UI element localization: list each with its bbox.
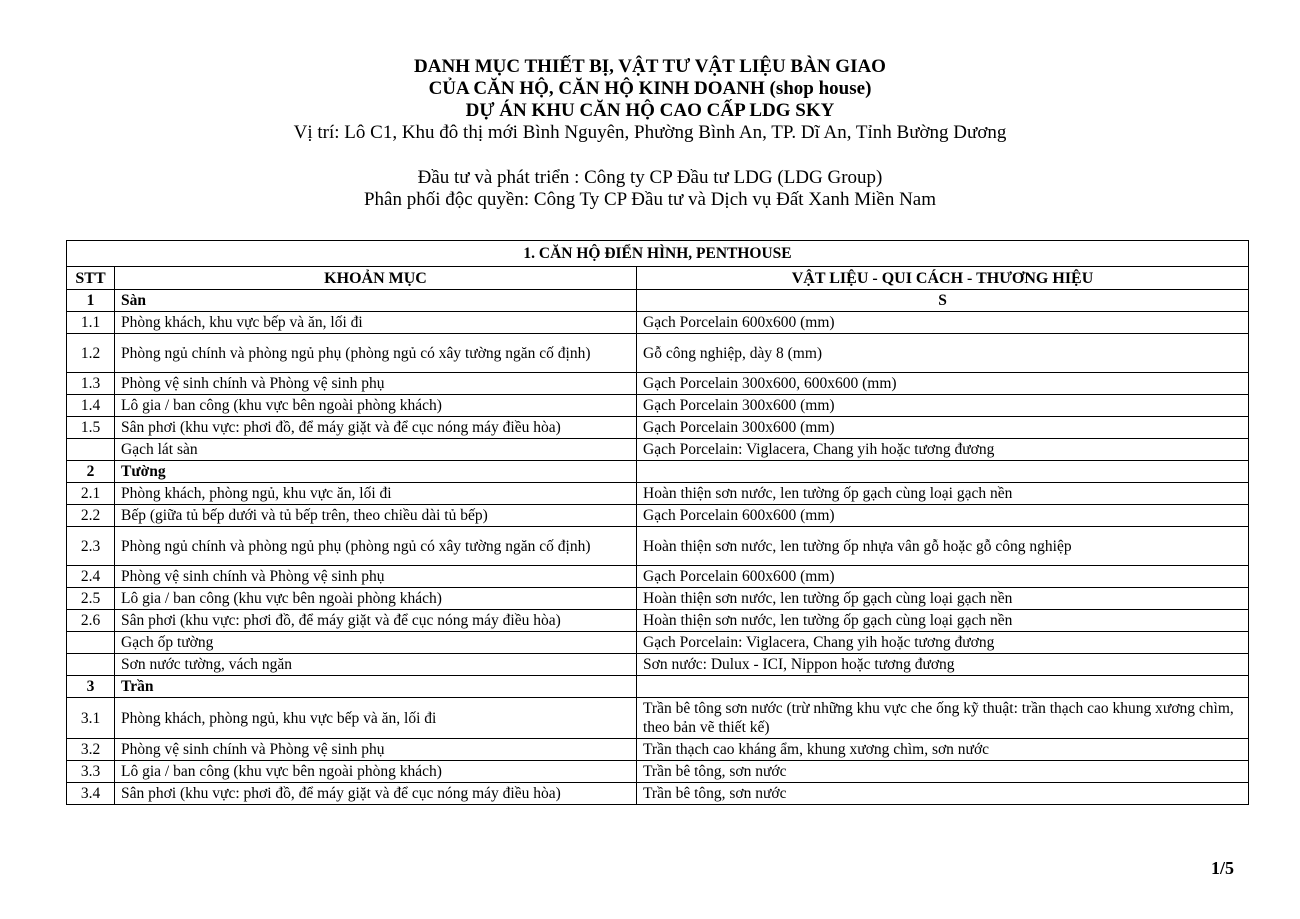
- row-number-cell: 3: [67, 676, 115, 698]
- column-header-item: KHOẢN MỤC: [115, 267, 637, 290]
- table-row: [67, 654, 1249, 676]
- row-number-cell: 3.1: [67, 698, 115, 739]
- item-cell: Phòng khách, phòng ngủ, khu vực bếp và ăn, lối đi: [115, 698, 637, 739]
- table-group-row: [67, 290, 1249, 312]
- item-cell: Sân phơi (khu vực: phơi đồ, để máy giặt và để cục nóng máy điều hòa): [115, 417, 637, 439]
- table-row: [67, 373, 1249, 395]
- table-group-row: [67, 461, 1249, 483]
- item-cell: Phòng vệ sinh chính và Phòng vệ sinh phụ: [115, 566, 637, 588]
- item-cell: Phòng vệ sinh chính và Phòng vệ sinh phụ: [115, 739, 637, 761]
- table-body: [67, 290, 1249, 805]
- row-number-cell: 1.1: [67, 312, 115, 334]
- material-cell: S: [637, 290, 1249, 312]
- project-location: Vị trí: Lô C1, Khu đô thị mới Bình Nguyên, Phường Bình An, TP. Dĩ An, Tỉnh Bường Dương: [293, 122, 1007, 143]
- item-cell: Gạch lát sàn: [115, 439, 637, 461]
- row-number-cell: 3.4: [67, 783, 115, 805]
- row-number-cell: [67, 632, 115, 654]
- table-row: [67, 783, 1249, 805]
- row-number-cell: 3.2: [67, 739, 115, 761]
- table-group-row: [67, 676, 1249, 698]
- document-title-line-2: CỦA CĂN HỘ, CĂN HỘ KINH DOANH (shop house): [428, 78, 872, 99]
- row-number-cell: 3.3: [67, 761, 115, 783]
- item-cell: Gạch ốp tường: [115, 632, 637, 654]
- item-cell: Lô gia / ban công (khu vực bên ngoài phòng khách): [115, 588, 637, 610]
- section-title-row: [67, 241, 1249, 267]
- row-number-cell: 1.2: [67, 334, 115, 373]
- row-number-cell: 2.4: [67, 566, 115, 588]
- item-cell: Sàn: [115, 290, 637, 312]
- row-number-cell: 1: [67, 290, 115, 312]
- material-cell: Hoàn thiện sơn nước, len tường ốp nhựa vân gỗ hoặc gỗ công nghiệp: [637, 527, 1249, 566]
- distributor-line: Phân phối độc quyền: Công Ty CP Đầu tư và Dịch vụ Đất Xanh Miền Nam: [363, 189, 937, 210]
- material-cell: Gạch Porcelain 600x600 (mm): [637, 505, 1249, 527]
- item-cell: Sân phơi (khu vực: phơi đồ, để máy giặt và để cục nóng máy điều hòa): [115, 610, 637, 632]
- column-header-row: [67, 267, 1249, 290]
- table-row: [67, 566, 1249, 588]
- table-row: [67, 417, 1249, 439]
- material-cell: Gỗ công nghiệp, dày 8 (mm): [637, 334, 1249, 373]
- document-header: [0, 56, 1300, 211]
- table-row: [67, 334, 1249, 373]
- row-number-cell: 1.3: [67, 373, 115, 395]
- item-cell: Bếp (giữa tủ bếp dưới và tủ bếp trên, theo chiều dài tủ bếp): [115, 505, 637, 527]
- materials-table: [66, 240, 1249, 805]
- table-row: [67, 698, 1249, 739]
- row-number-cell: 2.6: [67, 610, 115, 632]
- row-number-cell: [67, 654, 115, 676]
- table-row: [67, 439, 1249, 461]
- row-number-cell: 2.2: [67, 505, 115, 527]
- material-cell: Hoàn thiện sơn nước, len tường ốp gạch cùng loại gạch nền: [637, 610, 1249, 632]
- material-cell: Gạch Porcelain 600x600 (mm): [637, 312, 1249, 334]
- row-number-cell: 1.5: [67, 417, 115, 439]
- item-cell: Sơn nước tường, vách ngăn: [115, 654, 637, 676]
- item-cell: Trần: [115, 676, 637, 698]
- material-cell: Trần bê tông sơn nước (trừ những khu vực che ống kỹ thuật: trần thạch cao khung xương chìm, theo bản vẽ thiết kế): [637, 698, 1249, 739]
- material-cell: [637, 461, 1249, 483]
- material-cell: Trần thạch cao kháng ẩm, khung xương chìm, sơn nước: [637, 739, 1249, 761]
- developer-line: Đầu tư và phát triển : Công ty CP Đầu tư LDG (LDG Group): [417, 167, 883, 188]
- table-row: [67, 761, 1249, 783]
- row-number-cell: 1.4: [67, 395, 115, 417]
- item-cell: Sân phơi (khu vực: phơi đồ, để máy giặt và để cục nóng máy điều hòa): [115, 783, 637, 805]
- material-cell: Gạch Porcelain 600x600 (mm): [637, 566, 1249, 588]
- document-title-line-1: DANH MỤC THIẾT BỊ, VẬT TƯ VẬT LIỆU BÀN GIAO: [414, 56, 886, 77]
- table-row: [67, 610, 1249, 632]
- item-cell: Lô gia / ban công (khu vực bên ngoài phòng khách): [115, 761, 637, 783]
- table-row: [67, 632, 1249, 654]
- item-cell: Phòng khách, phòng ngủ, khu vực ăn, lối đi: [115, 483, 637, 505]
- material-cell: [637, 676, 1249, 698]
- item-cell: Phòng ngủ chính và phòng ngủ phụ (phòng ngủ có xây tường ngăn cố định): [115, 527, 637, 566]
- row-number-cell: 2.3: [67, 527, 115, 566]
- table-row: [67, 312, 1249, 334]
- column-header-stt: STT: [67, 267, 115, 290]
- item-cell: Tường: [115, 461, 637, 483]
- material-cell: Gạch Porcelain: Viglacera, Chang yih hoặc tương đương: [637, 632, 1249, 654]
- material-cell: Trần bê tông, sơn nước: [637, 783, 1249, 805]
- material-cell: Gạch Porcelain 300x600 (mm): [637, 417, 1249, 439]
- table-row: [67, 395, 1249, 417]
- table-row: [67, 588, 1249, 610]
- row-number-cell: 2.5: [67, 588, 115, 610]
- table-row: [67, 527, 1249, 566]
- item-cell: Phòng vệ sinh chính và Phòng vệ sinh phụ: [115, 373, 637, 395]
- row-number-cell: 2: [67, 461, 115, 483]
- material-cell: Gạch Porcelain 300x600, 600x600 (mm): [637, 373, 1249, 395]
- item-cell: Phòng ngủ chính và phòng ngủ phụ (phòng ngủ có xây tường ngăn cố định): [115, 334, 637, 373]
- table-row: [67, 505, 1249, 527]
- material-cell: Gạch Porcelain 300x600 (mm): [637, 395, 1249, 417]
- column-header-material: VẬT LIỆU - QUI CÁCH - THƯƠNG HIỆU: [637, 267, 1249, 290]
- material-cell: Hoàn thiện sơn nước, len tường ốp gạch cùng loại gạch nền: [637, 483, 1249, 505]
- material-cell: Gạch Porcelain: Viglacera, Chang yih hoặc tương đương: [637, 439, 1249, 461]
- page-number: 1/5: [1210, 858, 1234, 878]
- table-row: [67, 483, 1249, 505]
- row-number-cell: [67, 439, 115, 461]
- section-title: 1. CĂN HỘ ĐIỂN HÌNH, PENTHOUSE: [67, 241, 1249, 267]
- document-title-line-3: DỰ ÁN KHU CĂN HỘ CAO CẤP LDG SKY: [465, 100, 835, 121]
- item-cell: Phòng khách, khu vực bếp và ăn, lối đi: [115, 312, 637, 334]
- material-cell: Hoàn thiện sơn nước, len tường ốp gạch cùng loại gạch nền: [637, 588, 1249, 610]
- row-number-cell: 2.1: [67, 483, 115, 505]
- material-cell: Sơn nước: Dulux - ICI, Nippon hoặc tương đương: [637, 654, 1249, 676]
- material-cell: Trần bê tông, sơn nước: [637, 761, 1249, 783]
- table-row: [67, 739, 1249, 761]
- item-cell: Lô gia / ban công (khu vực bên ngoài phòng khách): [115, 395, 637, 417]
